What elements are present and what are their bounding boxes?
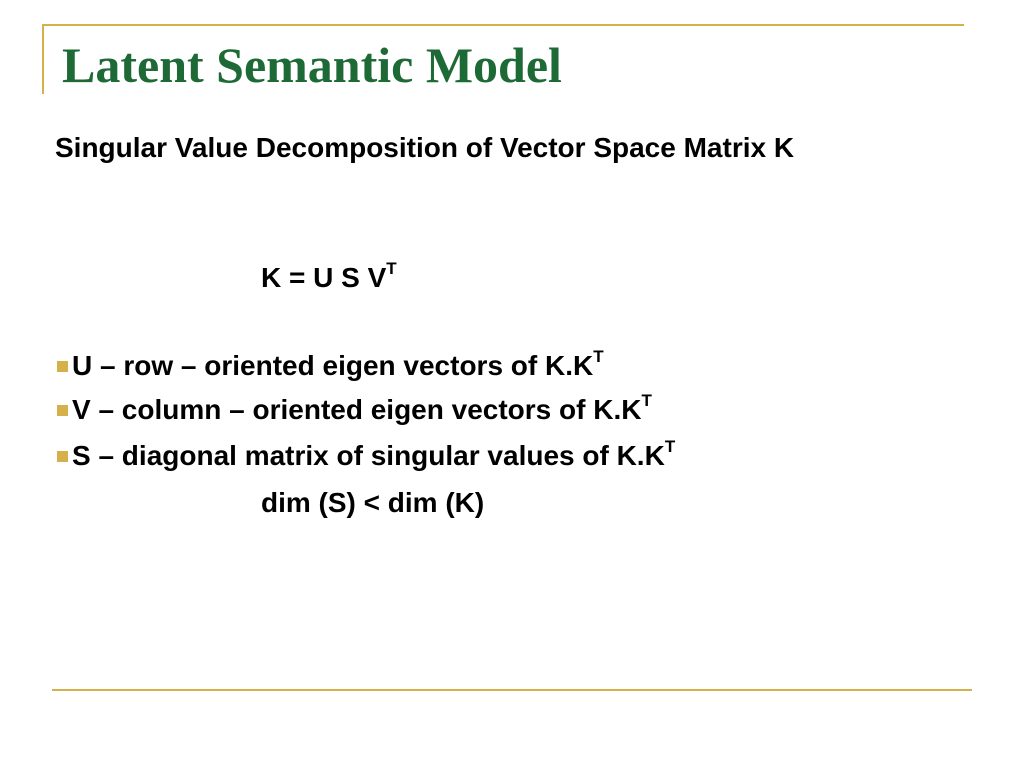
bullet-superscript: T	[641, 390, 652, 410]
bullet-item-v	[57, 390, 652, 427]
bullet-text: U – row – oriented eigen vectors of K.K	[72, 350, 594, 381]
bullet-text: S – diagonal matrix of singular values of K.K	[72, 440, 665, 471]
square-bullet-icon	[57, 405, 68, 416]
square-bullet-icon	[57, 361, 68, 372]
equation-superscript: T	[386, 258, 397, 278]
frame-bottom-line	[52, 689, 972, 691]
bullet-item-s	[57, 436, 676, 473]
frame-left-line	[42, 24, 44, 94]
frame-top-line	[42, 24, 964, 26]
slide-subtitle: Singular Value Decomposition of Vector Space Matrix K	[55, 132, 795, 163]
slide-title: Latent Semantic Model	[62, 37, 562, 93]
bullet-item-u	[57, 346, 604, 383]
svd-equation	[261, 258, 397, 295]
square-bullet-icon	[57, 451, 68, 462]
bullet-superscript: T	[593, 346, 604, 366]
dimension-note: dim (S) < dim (K)	[261, 487, 485, 518]
equation-text: K = U S V	[261, 262, 387, 293]
bullet-superscript: T	[664, 436, 676, 456]
bullet-text: V – column – oriented eigen vectors of K.K	[72, 394, 642, 425]
